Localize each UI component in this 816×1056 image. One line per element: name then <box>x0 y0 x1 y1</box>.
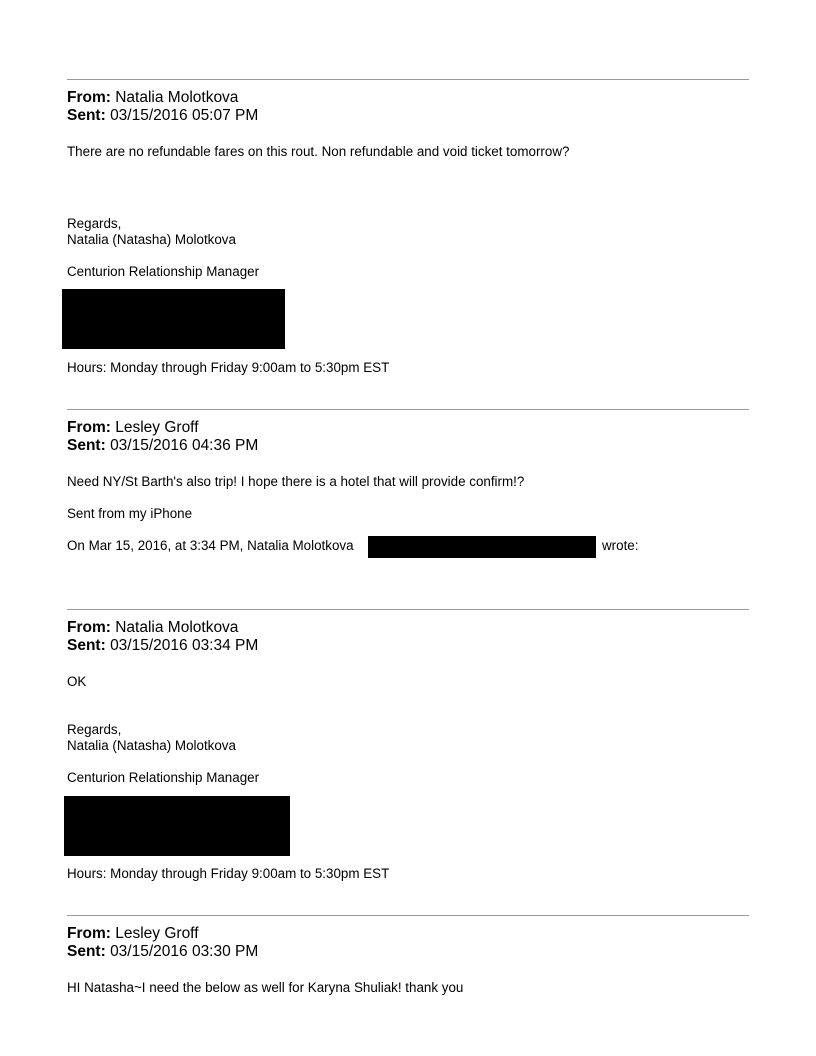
message-divider <box>67 79 749 80</box>
from-name: Natalia Molotkova <box>115 619 239 636</box>
message-body: There are no refundable fares on this rout. Non refundable and void ticket tomorrow? <box>67 144 570 159</box>
sent-from-device: Sent from my iPhone <box>67 506 193 521</box>
from-line <box>67 419 199 437</box>
message-body: OK <box>67 674 87 689</box>
signature-title: Centurion Relationship Manager <box>67 770 260 785</box>
office-hours: Hours: Monday through Friday 9:00am to 5:30pm EST <box>67 360 390 375</box>
sent-date: 03/15/2016 03:34 PM <box>110 637 259 654</box>
from-name: Natalia Molotkova <box>115 89 239 106</box>
signature-regards: Regards, <box>67 216 122 231</box>
signature-title: Centurion Relationship Manager <box>67 264 260 279</box>
message-divider <box>67 915 749 916</box>
from-label: From: <box>67 419 111 436</box>
from-label: From: <box>67 89 111 106</box>
redaction-block <box>64 796 290 856</box>
from-label: From: <box>67 619 111 636</box>
sent-line <box>67 107 258 125</box>
signature-regards: Regards, <box>67 722 122 737</box>
sent-label: Sent: <box>67 107 106 124</box>
signature-name: Natalia (Natasha) Molotkova <box>67 232 236 247</box>
sent-date: 03/15/2016 04:36 PM <box>110 437 259 454</box>
sent-date: 03/15/2016 03:30 PM <box>110 943 259 960</box>
message-body: Need NY/St Barth's also trip! I hope there is a hotel that will provide confirm!? <box>67 474 525 489</box>
message-divider <box>67 409 749 410</box>
from-name: Lesley Groff <box>115 419 199 436</box>
signature-name: Natalia (Natasha) Molotkova <box>67 738 236 753</box>
from-label: From: <box>67 925 111 942</box>
redaction-block <box>62 289 285 349</box>
sent-line <box>67 437 258 455</box>
sent-line <box>67 943 258 961</box>
sent-line <box>67 637 258 655</box>
message-divider <box>67 609 749 610</box>
sent-label: Sent: <box>67 637 106 654</box>
from-name: Lesley Groff <box>115 925 199 942</box>
office-hours: Hours: Monday through Friday 9:00am to 5:30pm EST <box>67 866 390 881</box>
from-line <box>67 925 199 943</box>
quote-attribution: On Mar 15, 2016, at 3:34 PM, Natalia Molotkova <box>67 538 354 553</box>
sent-label: Sent: <box>67 437 106 454</box>
sent-date: 03/15/2016 05:07 PM <box>110 107 259 124</box>
from-line <box>67 89 238 107</box>
quote-attribution-suffix: wrote: <box>602 538 639 553</box>
message-body: HI Natasha~I need the below as well for Karyna Shuliak! thank you <box>67 980 464 995</box>
sent-label: Sent: <box>67 943 106 960</box>
from-line <box>67 619 238 637</box>
redaction-block <box>368 536 596 558</box>
